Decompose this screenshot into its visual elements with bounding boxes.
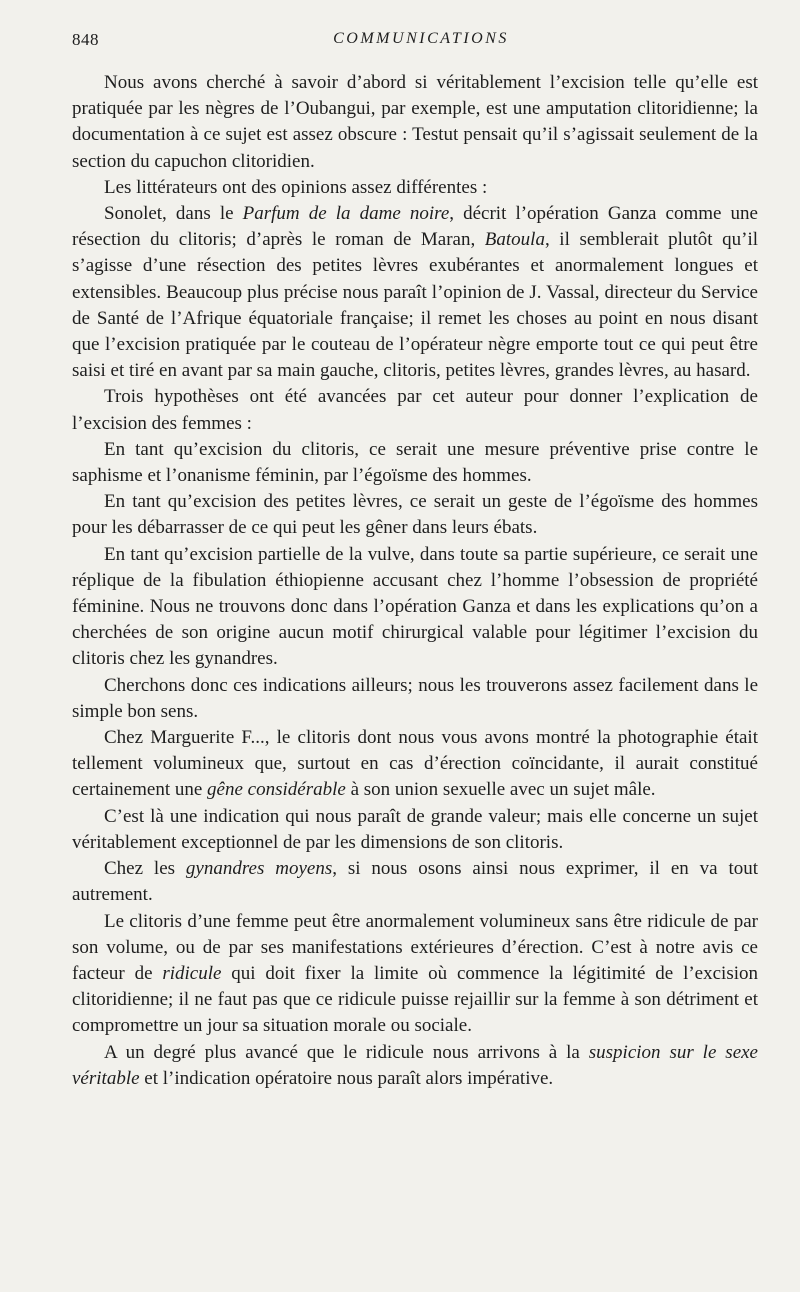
- paragraph: [72, 384, 758, 436]
- paragraph: [72, 175, 758, 201]
- text-run: , décrit l’opération Ganza comme une résection du clitoris; d’après le roman de Maran,: [72, 203, 758, 251]
- italic-text: gêne considérable: [207, 779, 346, 801]
- paragraph: [72, 856, 758, 908]
- paragraph: [72, 1040, 758, 1092]
- paragraph: [72, 725, 758, 804]
- page-number: 848: [72, 30, 99, 49]
- text-run: En tant qu’excision des petites lèvres, ce serait un geste de l’égoïsme des hommes pour les débarrasser de ce qui peut les gêner dans leurs ébats.: [72, 491, 758, 539]
- italic-text: suspicion sur le sexe véritable: [72, 1041, 758, 1089]
- running-title: COMMUNICATIONS: [333, 30, 509, 47]
- text-run: En tant qu’excision du clitoris, ce serait une mesure préventive prise contre le saphisme et l’onanisme féminin, par l’égoïsme des hommes.: [72, 438, 758, 487]
- italic-text: ridicule: [162, 962, 222, 984]
- italic-text: Batoula: [484, 229, 545, 251]
- text-run: qui doit fixer la limite où commence la légitimité de l’excision clitoridienne; il ne faut pas que ce ridicule puisse rejaillir sur la femme à son détriment et compromettre un jour sa situation morale ou sociale.: [72, 962, 758, 1037]
- paragraph: [72, 489, 758, 541]
- paragraph: [72, 542, 758, 673]
- paragraph: [72, 437, 758, 489]
- text-run: Cherchons donc ces indications ailleurs; nous les trouverons assez facilement dans le simple bon sens.: [72, 674, 758, 722]
- text-run: Trois hypothèses ont été avancées par cet auteur pour donner l’explication de l’excision des femmes :: [72, 386, 758, 434]
- paragraph: [72, 804, 758, 856]
- paragraph: [72, 673, 758, 725]
- page-header: [72, 30, 760, 54]
- paragraph: [72, 909, 758, 1040]
- text-run: C’est là une indication qui nous paraît de grande valeur; mais elle concerne un sujet véritablement exceptionnel de par les dimensions de son clitoris.: [72, 805, 758, 853]
- paragraph: [72, 201, 758, 384]
- text-run: , si nous osons ainsi nous exprimer, il en va tout autrement.: [72, 858, 759, 906]
- text-run: Chez les: [104, 858, 186, 880]
- text-run: A un degré plus avancé que le ridicule nous arrivons à la: [104, 1041, 589, 1063]
- text-run: Chez Marguerite F..., le clitoris dont nous vous avons montré la photographie était tellement volumineux que, surtout en cas d’érection coïncidante, il aurait constitué certainement une: [72, 727, 758, 801]
- text-run: En tant qu’excision partielle de la vulve, dans toute sa partie supérieure, ce serait une réplique de la fibulation éthiopienne accusant chez l’homme l’obsession de propriété féminine. Nous ne trouvons donc dans l’opération Ganza et dans les explications qu’on a cherchées de son origine aucun motif chirurgical valable pour légitimer l’excision du clitoris chez les gynandres.: [72, 543, 758, 670]
- text-run: Sonolet, dans le: [104, 203, 243, 225]
- text-run: Nous avons cherché à savoir d’abord si véritablement l’excision telle qu’elle est pratiquée par les nègres de l’Oubangui, par exemple, est une amputation clitoridienne; la documentation à ce sujet est assez obscure : Testut pensait qu’il s’agissait seulement de la section du capuchon clitoridien.: [72, 72, 758, 172]
- text-run: Les littérateurs ont des opinions assez différentes :: [104, 176, 488, 198]
- text-run: Le clitoris d’une femme peut être anormalement volumineux sans être ridicule de par son volume, ou de par ses manifestations extérieures d’érection. C’est à notre avis ce facteur de: [72, 910, 758, 984]
- body-text: [72, 70, 758, 1092]
- italic-text: Parfum de la dame noire: [242, 203, 450, 225]
- italic-text: gynandres moyens: [185, 858, 333, 880]
- text-run: à son union sexuelle avec un sujet mâle.: [345, 779, 656, 801]
- text-run: et l’indication opératoire nous paraît alors impérative.: [139, 1067, 554, 1089]
- paragraph: [72, 70, 758, 175]
- text-run: , il semblerait plutôt qu’il s’agisse d’une résection des petites lèvres exubérantes et anormalement longues et extensibles. Beaucoup plus précise nous paraît l’opinion de J. Vassal, directeur du Service de Santé de l’Afrique équatoriale française; il remet les choses au point en nous disant que l’excision pratiquée par le couteau de l’opérateur nègre emporte tout ce qui peut être saisi et tiré en avant par sa main gauche, clitoris, petites lèvres, grandes lèvres, au hasard.: [72, 229, 758, 382]
